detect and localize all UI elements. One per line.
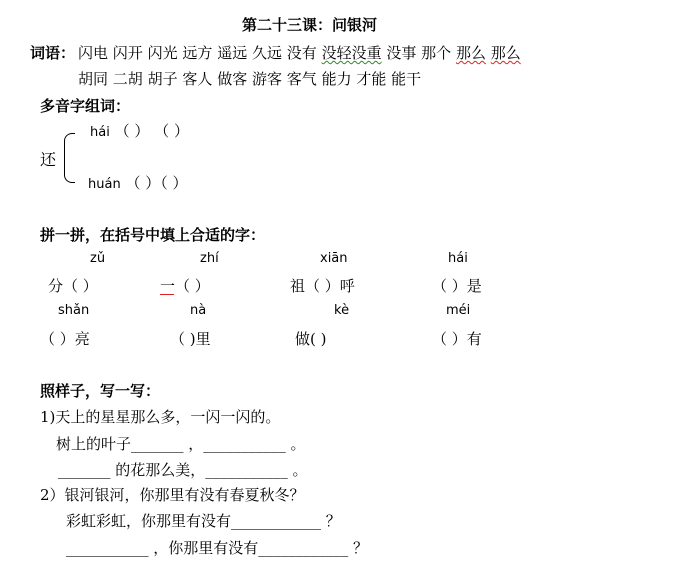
vocab-word: 闪开: [112, 44, 143, 62]
example-heading: 照样子，写一写：: [40, 382, 161, 400]
vocab-word: 久远: [251, 44, 282, 62]
vocab-word: 没轻没重: [321, 44, 382, 62]
vocab-word: 能力: [321, 70, 352, 88]
fill-item: 做( ): [295, 330, 327, 348]
fill-item: 一（ ）: [160, 277, 210, 295]
reading-1-row: [90, 120, 189, 141]
question-2-line-2: ___________ ，你那里有没有____________ ？: [66, 539, 369, 557]
vocab-word: 遥远: [217, 44, 248, 62]
reading-2: huán: [88, 177, 121, 192]
pinyin: xiān: [320, 251, 348, 266]
answer-paren: （ ）: [154, 122, 189, 140]
vocab-row-1: [78, 42, 521, 63]
vocab-word: 才能: [356, 70, 387, 88]
vocab-row-2: [78, 68, 421, 89]
answer-paren: （ ）: [125, 174, 161, 192]
fill-item: 祖（ ）呼: [290, 277, 355, 295]
pinyin: zhí: [200, 251, 219, 266]
pinyin-heading: 拼一拼，在括号中填上合适的字：: [40, 226, 266, 244]
vocab-word: 没有: [286, 44, 317, 62]
pinyin: nà: [190, 303, 207, 318]
page-title: 第二十三课：问银河: [242, 16, 378, 34]
pinyin: kè: [334, 303, 350, 318]
vocab-word: 游客: [251, 70, 282, 88]
question-2: 2）银河银河，你那里有没有春夏秋冬？: [40, 486, 305, 504]
vocab-word: 胡子: [147, 70, 178, 88]
vocab-word: 闪电: [78, 44, 109, 62]
reading-1: hái: [90, 125, 110, 140]
pinyin: hái: [448, 251, 468, 266]
pinyin: méi: [446, 303, 471, 318]
answer-paren: （ ）: [114, 122, 150, 140]
vocab-word: 闪光: [147, 44, 178, 62]
vocab-word: 做客: [217, 70, 248, 88]
answer-paren: （ ）: [160, 174, 188, 192]
pinyin: zǔ: [90, 251, 106, 266]
vocab-label: 词语：: [30, 44, 76, 62]
vocab-word: 那么: [455, 44, 486, 62]
vocab-word: 没事: [386, 44, 417, 62]
vocab-word: 胡同: [78, 70, 109, 88]
pinyin: shǎn: [58, 303, 90, 318]
reading-2-row: [88, 172, 188, 193]
question-1: 1)天上的星星那么多，一闪一闪的。: [40, 408, 281, 426]
vocab-word: 那个: [421, 44, 452, 62]
vocab-word: 那么: [490, 44, 521, 62]
vocab-word: 客气: [286, 70, 317, 88]
vocab-word: 能干: [391, 70, 422, 88]
vocab-word: 远方: [182, 44, 213, 62]
wavy-mark: [160, 290, 174, 295]
polyphone-char: 还: [40, 150, 57, 169]
question-1-line-1: 树上的叶子_______ ，___________ 。: [56, 435, 306, 453]
brace: [64, 133, 75, 183]
fill-item: （ ）是: [432, 277, 482, 295]
vocab-word: 客人: [182, 70, 213, 88]
fill-item: （ ）有: [432, 330, 482, 348]
question-1-line-2: _______ 的花那么美，___________ 。: [58, 461, 308, 479]
vocab-word: 二胡: [112, 70, 143, 88]
fill-item: 分（ ）: [48, 277, 98, 295]
polyphone-heading: 多音字组词：: [40, 97, 131, 115]
fill-item: （ ）亮: [40, 330, 90, 348]
fill-item: （ )里: [170, 330, 211, 348]
question-2-line-1: 彩虹彩虹，你那里有没有____________ ？: [66, 512, 341, 530]
